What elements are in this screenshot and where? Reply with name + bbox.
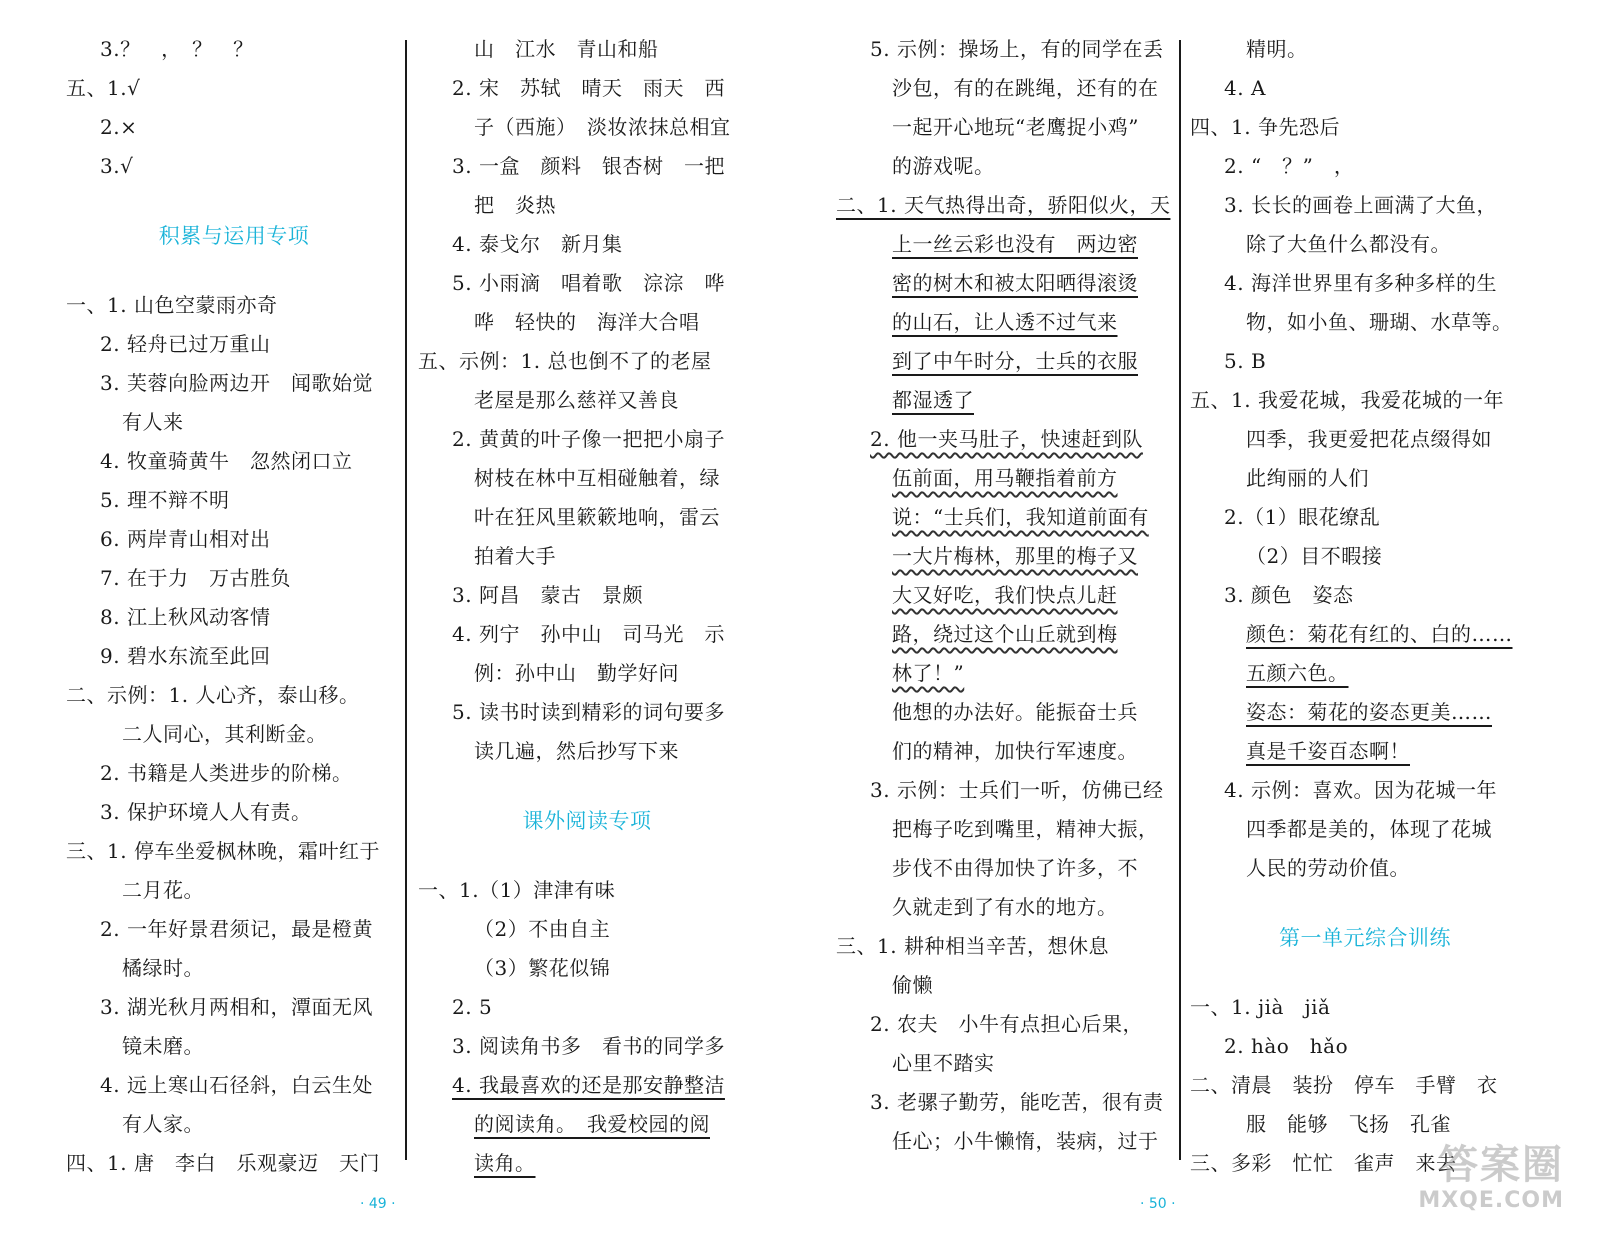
answer-line xyxy=(836,381,1174,420)
answer-line: 五、1.√ xyxy=(66,76,141,100)
wavy-underlined-text: 一大片梅林，那里的梅子又 xyxy=(892,544,1138,568)
answer-line: 2. hào hǎo xyxy=(1224,1034,1349,1058)
answer-line: 2.× xyxy=(100,115,138,139)
answer-line xyxy=(418,1105,756,1144)
answer-line xyxy=(836,576,1174,615)
answer-line: 精明。 xyxy=(1246,37,1308,61)
page-number-right: · 50 · xyxy=(1140,1196,1176,1212)
spacer xyxy=(418,771,756,795)
underlined-text: 的山石，让人透不过气来 xyxy=(892,310,1118,334)
watermark-logo xyxy=(1344,1142,1564,1218)
answer-line: 3. 保护环境人人有责。 xyxy=(100,800,312,824)
answer-column-1 xyxy=(66,30,402,1183)
underlined-text: 二、1. 天气热得出奇，骄阳似火，天 xyxy=(836,193,1171,217)
answer-line: 4. A xyxy=(1224,76,1266,100)
answer-line: 服 能够 飞扬 孔雀 xyxy=(1246,1112,1451,1136)
underlined-text: 上一丝云彩也没有 两边密 xyxy=(892,232,1138,256)
answer-line: 5. 示例：操场上，有的同学在丢 xyxy=(870,37,1164,61)
answer-line: 叶在狂风里簌簌地响，雷云 xyxy=(474,505,720,529)
answer-line: 树枝在林中互相碰触着，绿 xyxy=(474,466,720,490)
answer-line xyxy=(1190,615,1540,654)
section-heading: 课外阅读专项 xyxy=(522,809,652,833)
underlined-text: 读角。 xyxy=(474,1151,536,1175)
answer-line xyxy=(836,342,1174,381)
answer-line xyxy=(836,615,1174,654)
answer-line xyxy=(836,498,1174,537)
answer-line: 四、1. 唐 李白 乐观豪迈 天门 xyxy=(66,1151,380,1175)
answer-line xyxy=(836,186,1174,225)
answer-line: 5. 读书时读到精彩的词句要多 xyxy=(452,700,725,724)
answer-line: 5. 理不辩不明 xyxy=(100,488,230,512)
answer-line: 有人家。 xyxy=(122,1112,204,1136)
answer-line: 物，如小鱼、珊瑚、水草等。 xyxy=(1246,310,1513,334)
answer-line: 拍着大手 xyxy=(474,544,556,568)
answer-line xyxy=(836,303,1174,342)
answer-line: 一起开心地玩“老鹰捉小鸡” xyxy=(892,115,1139,139)
answer-line: 老屋是那么慈祥又善良 xyxy=(474,388,679,412)
answer-line: 四、1. 争先恐后 xyxy=(1190,115,1340,139)
answer-line: 沙包，有的在跳绳，还有的在 xyxy=(892,76,1159,100)
underlined-text: 五颜六色。 xyxy=(1246,661,1349,685)
watermark-text: 答案圈 xyxy=(1438,1142,1564,1188)
answer-line: 3. 阅读角书多 看书的同学多 xyxy=(452,1034,725,1058)
answer-line: 三、1. 停车坐爱枫林晚，霜叶红于 xyxy=(66,839,380,863)
answer-line: 四季，我更爱把花点缀得如 xyxy=(1246,427,1492,451)
wavy-underlined-text: 2. 他一夹马肚子，快速赶到队 xyxy=(870,427,1143,451)
answer-line: 一、1. 山色空蒙雨亦奇 xyxy=(66,293,278,317)
answer-line: 心里不踏实 xyxy=(892,1051,995,1075)
answer-line: 2. 一年好景君须记，最是橙黄 xyxy=(100,917,373,941)
answer-line: 们的精神，加快行军速度。 xyxy=(892,739,1138,763)
answer-line: （2）不由自主 xyxy=(474,917,611,941)
answer-line: 3. 长长的画卷上画满了大鱼， xyxy=(1224,193,1497,217)
answer-line: 3.？ ， ？ ？ xyxy=(100,37,254,61)
answer-line: 5. 小雨滴 唱着歌 淙淙 哗 xyxy=(452,271,725,295)
answer-line: 此绚丽的人们 xyxy=(1246,466,1369,490)
answer-line: （3）繁花似锦 xyxy=(474,956,611,980)
answer-line: 他想的办法好。能振奋士兵 xyxy=(892,700,1138,724)
answer-line xyxy=(836,264,1174,303)
answer-line: 3. 一盒 颜料 银杏树 一把 xyxy=(452,154,725,178)
answer-line: 久就走到了有水的地方。 xyxy=(892,895,1118,919)
answer-line: 2. 5 xyxy=(452,995,493,1019)
answer-line: 2. 黄黄的叶子像一把把小扇子 xyxy=(452,427,725,451)
spacer xyxy=(1190,888,1540,912)
answer-line xyxy=(836,420,1174,459)
wavy-underlined-text: 林了！” xyxy=(892,661,965,685)
page-number-left: · 49 · xyxy=(360,1196,396,1212)
section-heading: 积累与运用专项 xyxy=(158,224,310,248)
answer-column-2 xyxy=(418,30,756,1183)
answer-line: 五、1. 我爱花城，我爱花城的一年 xyxy=(1190,388,1504,412)
answer-line: 3. 湖光秋月两相和，潭面无风 xyxy=(100,995,373,1019)
underlined-text: 密的树木和被太阳晒得滚烫 xyxy=(892,271,1138,295)
underlined-text: 姿态：菊花的姿态更美…… xyxy=(1246,700,1492,724)
answer-line: 把 炎热 xyxy=(474,193,556,217)
watermark-site: MXQE.COM xyxy=(1418,1188,1564,1213)
answer-line xyxy=(836,654,1174,693)
column-divider-left xyxy=(405,40,407,1160)
answer-line: 7. 在于力 万古胜负 xyxy=(100,566,291,590)
underlined-text: 到了中午时分，士兵的衣服 xyxy=(892,349,1138,373)
answer-line: 哗 轻快的 海洋大合唱 xyxy=(474,310,700,334)
underlined-text: 真是千姿百态啊！ xyxy=(1246,739,1410,763)
answer-line: 2.（1）眼花缭乱 xyxy=(1224,505,1381,529)
answer-line: 任心；小牛懒惰，装病，过于 xyxy=(892,1129,1159,1153)
wavy-underlined-text: 大又好吃，我们快点儿赶 xyxy=(892,583,1118,607)
answer-line: 2. 宋 苏轼 晴天 雨天 西 xyxy=(452,76,725,100)
answer-line: 二、清晨 装扮 停车 手臂 衣 xyxy=(1190,1073,1498,1097)
answer-line xyxy=(1190,693,1540,732)
answer-line: 偷懒 xyxy=(892,973,933,997)
answer-line: 4. 示例：喜欢。因为花城一年 xyxy=(1224,778,1497,802)
answer-line: 9. 碧水东流至此回 xyxy=(100,644,271,668)
answer-line: 二人同心，其利断金。 xyxy=(122,722,327,746)
answer-line: 2. 书籍是人类进步的阶梯。 xyxy=(100,761,353,785)
answer-line: 3. 示例：士兵们一听，仿佛已经 xyxy=(870,778,1164,802)
spacer xyxy=(418,847,756,871)
answer-line: 2. 农夫 小牛有点担心后果， xyxy=(870,1012,1143,1036)
answer-line: 把梅子吃到嘴里，精神大振， xyxy=(892,817,1159,841)
answer-line: 五、示例：1. 总也倒不了的老屋 xyxy=(418,349,712,373)
answer-line xyxy=(836,225,1174,264)
answer-line xyxy=(1190,654,1540,693)
answer-line: 三、1. 耕种相当辛苦，想休息 xyxy=(836,934,1109,958)
answer-line xyxy=(418,1066,756,1105)
answer-line: 有人来 xyxy=(122,410,184,434)
answer-line: 4. 远上寒山石径斜，白云生处 xyxy=(100,1073,373,1097)
answer-line: 4. 泰戈尔 新月集 xyxy=(452,232,623,256)
answer-line xyxy=(1190,732,1540,771)
answer-line: 三、多彩 忙忙 雀声 来去 xyxy=(1190,1151,1457,1175)
answer-line: 2. “ ？” ， xyxy=(1224,154,1355,178)
section-heading: 第一单元综合训练 xyxy=(1279,926,1451,950)
answer-line xyxy=(418,1144,756,1183)
answer-line: 山 江水 青山和船 xyxy=(474,37,659,61)
answer-line xyxy=(836,537,1174,576)
answer-line: （2）目不暇接 xyxy=(1246,544,1383,568)
spacer xyxy=(66,262,402,286)
answer-line: 8. 江上秋风动客情 xyxy=(100,605,271,629)
answer-line: 人民的劳动价值。 xyxy=(1246,856,1410,880)
answer-line: 除了大鱼什么都没有。 xyxy=(1246,232,1451,256)
wavy-underlined-text: 路，绕过这个山丘就到梅 xyxy=(892,622,1118,646)
spacer xyxy=(66,186,402,210)
answer-line: 4. 牧童骑黄牛 忽然闭口立 xyxy=(100,449,353,473)
answer-line: 2. 轻舟已过万重山 xyxy=(100,332,271,356)
answer-line: 3. 芙蓉向脸两边开 闻歌始觉 xyxy=(100,371,373,395)
answer-line: 二、示例：1. 人心齐，泰山移。 xyxy=(66,683,360,707)
answer-line: 一、1. jià jiǎ xyxy=(1190,995,1331,1019)
answer-line: 5. B xyxy=(1224,349,1267,373)
underlined-text: 都湿透了 xyxy=(892,388,974,412)
answer-column-3 xyxy=(836,30,1174,1161)
answer-line: 4. 海洋世界里有多种多样的生 xyxy=(1224,271,1497,295)
wavy-underlined-text: 伍前面，用马鞭指着前方 xyxy=(892,466,1118,490)
answer-line: 3. 阿昌 蒙古 景颇 xyxy=(452,583,643,607)
underlined-text: 4. 我最喜欢的还是那安静整洁 xyxy=(452,1073,725,1097)
answer-line: 一、1.（1）津津有味 xyxy=(418,878,616,902)
answer-line: 3.√ xyxy=(100,154,134,178)
answer-line xyxy=(836,459,1174,498)
answer-line: 读几遍，然后抄写下来 xyxy=(474,739,679,763)
answer-line: 3. 老骡子勤劳，能吃苦，很有责 xyxy=(870,1090,1164,1114)
answer-line: 步伐不由得加快了许多，不 xyxy=(892,856,1138,880)
answer-line: 的游戏呢。 xyxy=(892,154,995,178)
answer-line: 例：孙中山 勤学好问 xyxy=(474,661,679,685)
answer-line: 3. 颜色 姿态 xyxy=(1224,583,1354,607)
answer-line: 镜未磨。 xyxy=(122,1034,204,1058)
answer-line: 子（西施） 淡妆浓抹总相宜 xyxy=(474,115,731,139)
underlined-text: 的阅读角。 我爱校园的阅 xyxy=(474,1112,710,1136)
spacer xyxy=(1190,964,1540,988)
answer-line: 二月花。 xyxy=(122,878,204,902)
answer-column-4 xyxy=(1190,30,1540,1183)
answer-line: 橘绿时。 xyxy=(122,956,204,980)
answer-line: 4. 列宁 孙中山 司马光 示 xyxy=(452,622,725,646)
wavy-underlined-text: 说：“士兵们，我知道前面有 xyxy=(892,505,1149,529)
answer-line: 四季都是美的，体现了花城 xyxy=(1246,817,1492,841)
column-divider-right xyxy=(1179,40,1181,1160)
underlined-text: 颜色：菊花有红的、白的…… xyxy=(1246,622,1513,646)
answer-line: 6. 两岸青山相对出 xyxy=(100,527,271,551)
